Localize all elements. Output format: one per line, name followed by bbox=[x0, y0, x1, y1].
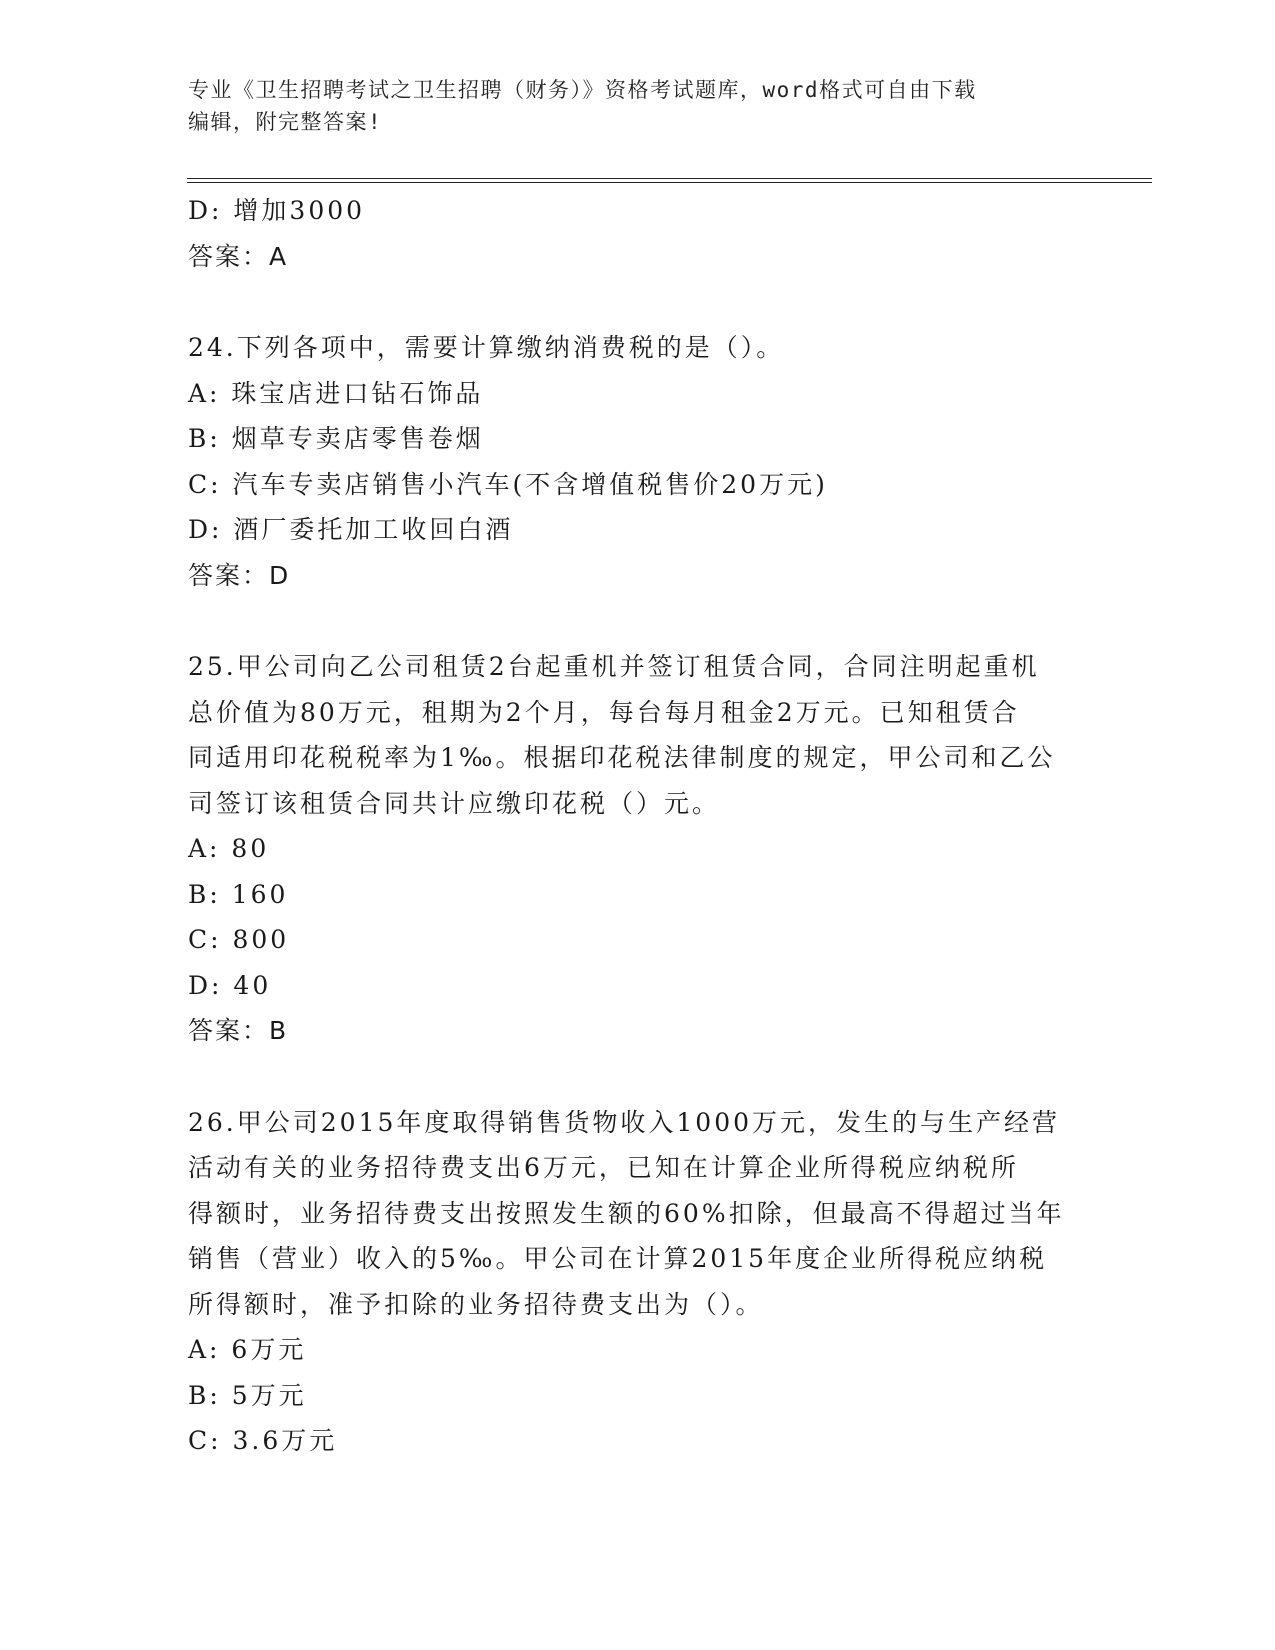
option-d: D: 增加3000 bbox=[188, 196, 366, 225]
question-24 bbox=[188, 325, 1088, 598]
option-c: C: 汽车专卖店销售小汽车(不含增值税售价20万元) bbox=[188, 469, 828, 499]
question-stem-line: 26.甲公司2015年度取得销售货物收入1000万元，发生的与生产经营 bbox=[188, 1107, 1061, 1137]
option-b: B: 160 bbox=[188, 879, 289, 909]
answer-line: 答案：A bbox=[188, 241, 289, 271]
question-stem-line: 得额时，业务招待费支出按照发生额的60%扣除，但最高不得超过当年 bbox=[188, 1198, 1065, 1228]
document-header bbox=[188, 74, 1088, 138]
question-stem-line: 销售（营业）收入的5‰。甲公司在计算2015年度企业所得税应纳税 bbox=[188, 1244, 1048, 1273]
question-stem-line: 活动有关的业务招待费支出6万元，已知在计算企业所得税应纳税所 bbox=[188, 1153, 1019, 1182]
header-divider-top bbox=[187, 178, 1152, 179]
option-a: A: 80 bbox=[188, 834, 270, 863]
spacer bbox=[188, 598, 1088, 644]
header-divider-bottom bbox=[187, 182, 1152, 183]
question-stem: 24.下列各项中，需要计算缴纳消费税的是（）。 bbox=[188, 333, 785, 362]
option-a: A: 珠宝店进口钻石饰品 bbox=[188, 378, 484, 408]
question-stem-line: 25.甲公司向乙公司租赁2台起重机并签订租赁合同，合同注明起重机 bbox=[188, 652, 1040, 681]
question-25 bbox=[188, 644, 1088, 1054]
spacer bbox=[188, 279, 1088, 325]
answer-line: 答案：B bbox=[188, 1016, 289, 1045]
option-a: A: 6万元 bbox=[188, 1335, 307, 1364]
option-c: C: 3.6万元 bbox=[188, 1426, 338, 1455]
document-body bbox=[188, 188, 1088, 1464]
question-23-tail bbox=[188, 188, 1088, 279]
header-line-2: 编辑，附完整答案! bbox=[188, 110, 383, 134]
header-line-1: 专业《卫生招聘考试之卫生招聘（财务）》资格考试题库，word格式可自由下载 bbox=[188, 78, 977, 102]
question-stem-line: 所得额时，准予扣除的业务招待费支出为（）。 bbox=[188, 1289, 764, 1319]
option-b: B: 5万元 bbox=[188, 1380, 307, 1410]
answer-line: 答案：D bbox=[188, 560, 291, 590]
option-c: C: 800 bbox=[188, 925, 290, 954]
option-d: D: 酒厂委托加工收回白酒 bbox=[188, 515, 514, 544]
option-b: B: 烟草专卖店零售卷烟 bbox=[188, 424, 484, 453]
option-d: D: 40 bbox=[188, 970, 272, 1000]
spacer bbox=[188, 1054, 1088, 1100]
question-stem-line: 总价值为80万元，租期为2个月，每台每月租金2万元。已知租赁合 bbox=[188, 697, 1020, 727]
question-26 bbox=[188, 1100, 1088, 1464]
question-stem-line: 司签订该租赁合同共计应缴印花税（）元。 bbox=[188, 788, 721, 818]
question-stem-line: 同适用印花税税率为1‰。根据印花税法律制度的规定，甲公司和乙公 bbox=[188, 743, 1056, 772]
